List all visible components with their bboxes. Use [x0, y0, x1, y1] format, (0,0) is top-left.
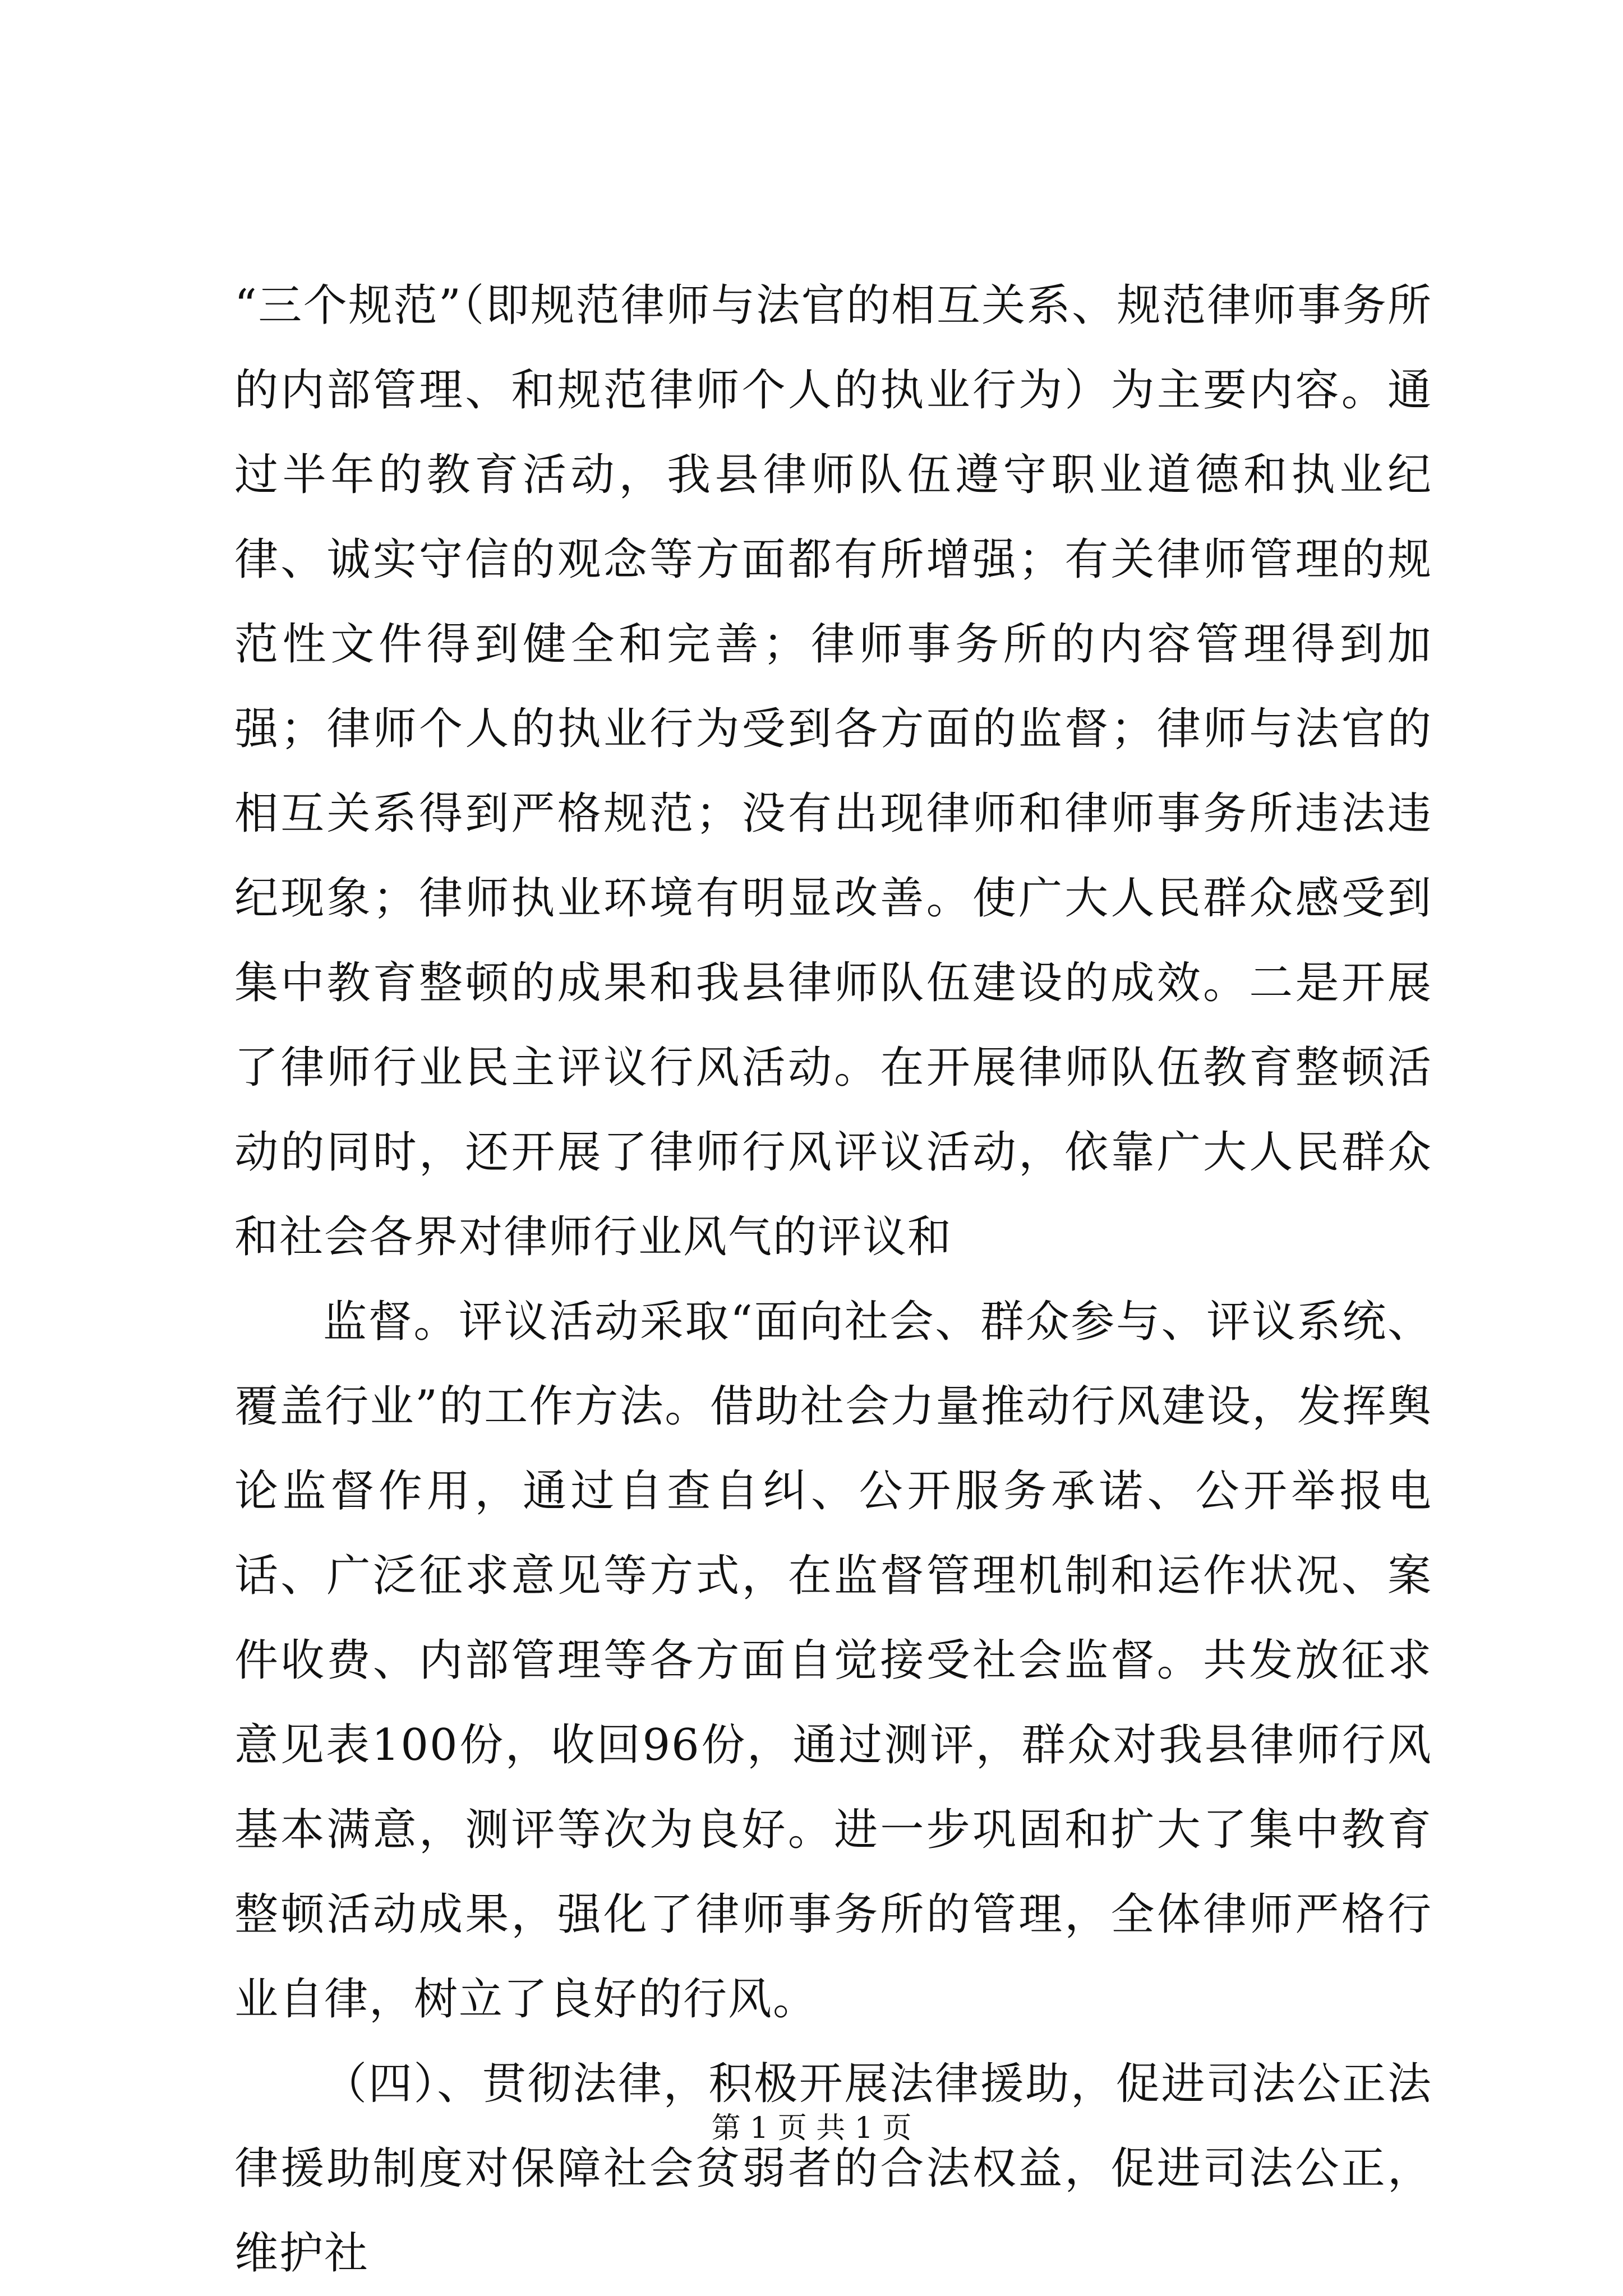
paragraph-2: 监督。评议活动采取“面向社会、群众参与、评议系统、覆盖行业”的工作方法。借助社会力量推动行风建设，发挥舆论监督作用，通过自查自纠、公开服务承诺、公开举报电话、广泛征求意见等方式，在监督管理机制和运作状况、案件收费、内部管理等各方面自觉接受社会监督。共发放征求意见表100份，收回96份，通过测评，群众对我县律师行风基本满意，测评等次为良好。进一步巩固和扩大了集中教育整顿活动成果，强化了律师事务所的管理，全体律师严格行业自律，树立了良好的行风。: [234, 1297, 1432, 2025]
paragraph-1: “三个规范”（即规范律师与法官的相互关系、规范律师事务所的内部管理、和规范律师个人的执业行为）为主要内容。通过半年的教育活动，我县律师队伍遵守职业道德和执业纪律、诚实守信的观念等方面都有所增强；有关律师管理的规范性文件得到健全和完善；律师事务所的内容管理得到加强；律师个人的执业行为受到各方面的监督；律师与法官的相互关系得到严格规范；没有出现律师和律师事务所违法违纪现象；律师执业环境有明显改善。使广大人民群众感受到集中教育整顿的成果和我县律师队伍建设的成效。二是开展了律师行业民主评议行风活动。在开展律师队伍教育整顿活动的同时，还开展了律师行风评议活动，依靠广大人民群众和社会各界对律师行业风气的评议和: [234, 280, 1432, 1262]
document-body: [234, 264, 1432, 2296]
page-footer: 第 1 页 共 1 页: [711, 2111, 912, 2145]
paragraph-3: （四）、贯彻法律，积极开展法律援助，促进司法公正法律援助制度对保障社会贫弱者的合法权益，促进司法公正，维护社: [234, 2059, 1432, 2279]
